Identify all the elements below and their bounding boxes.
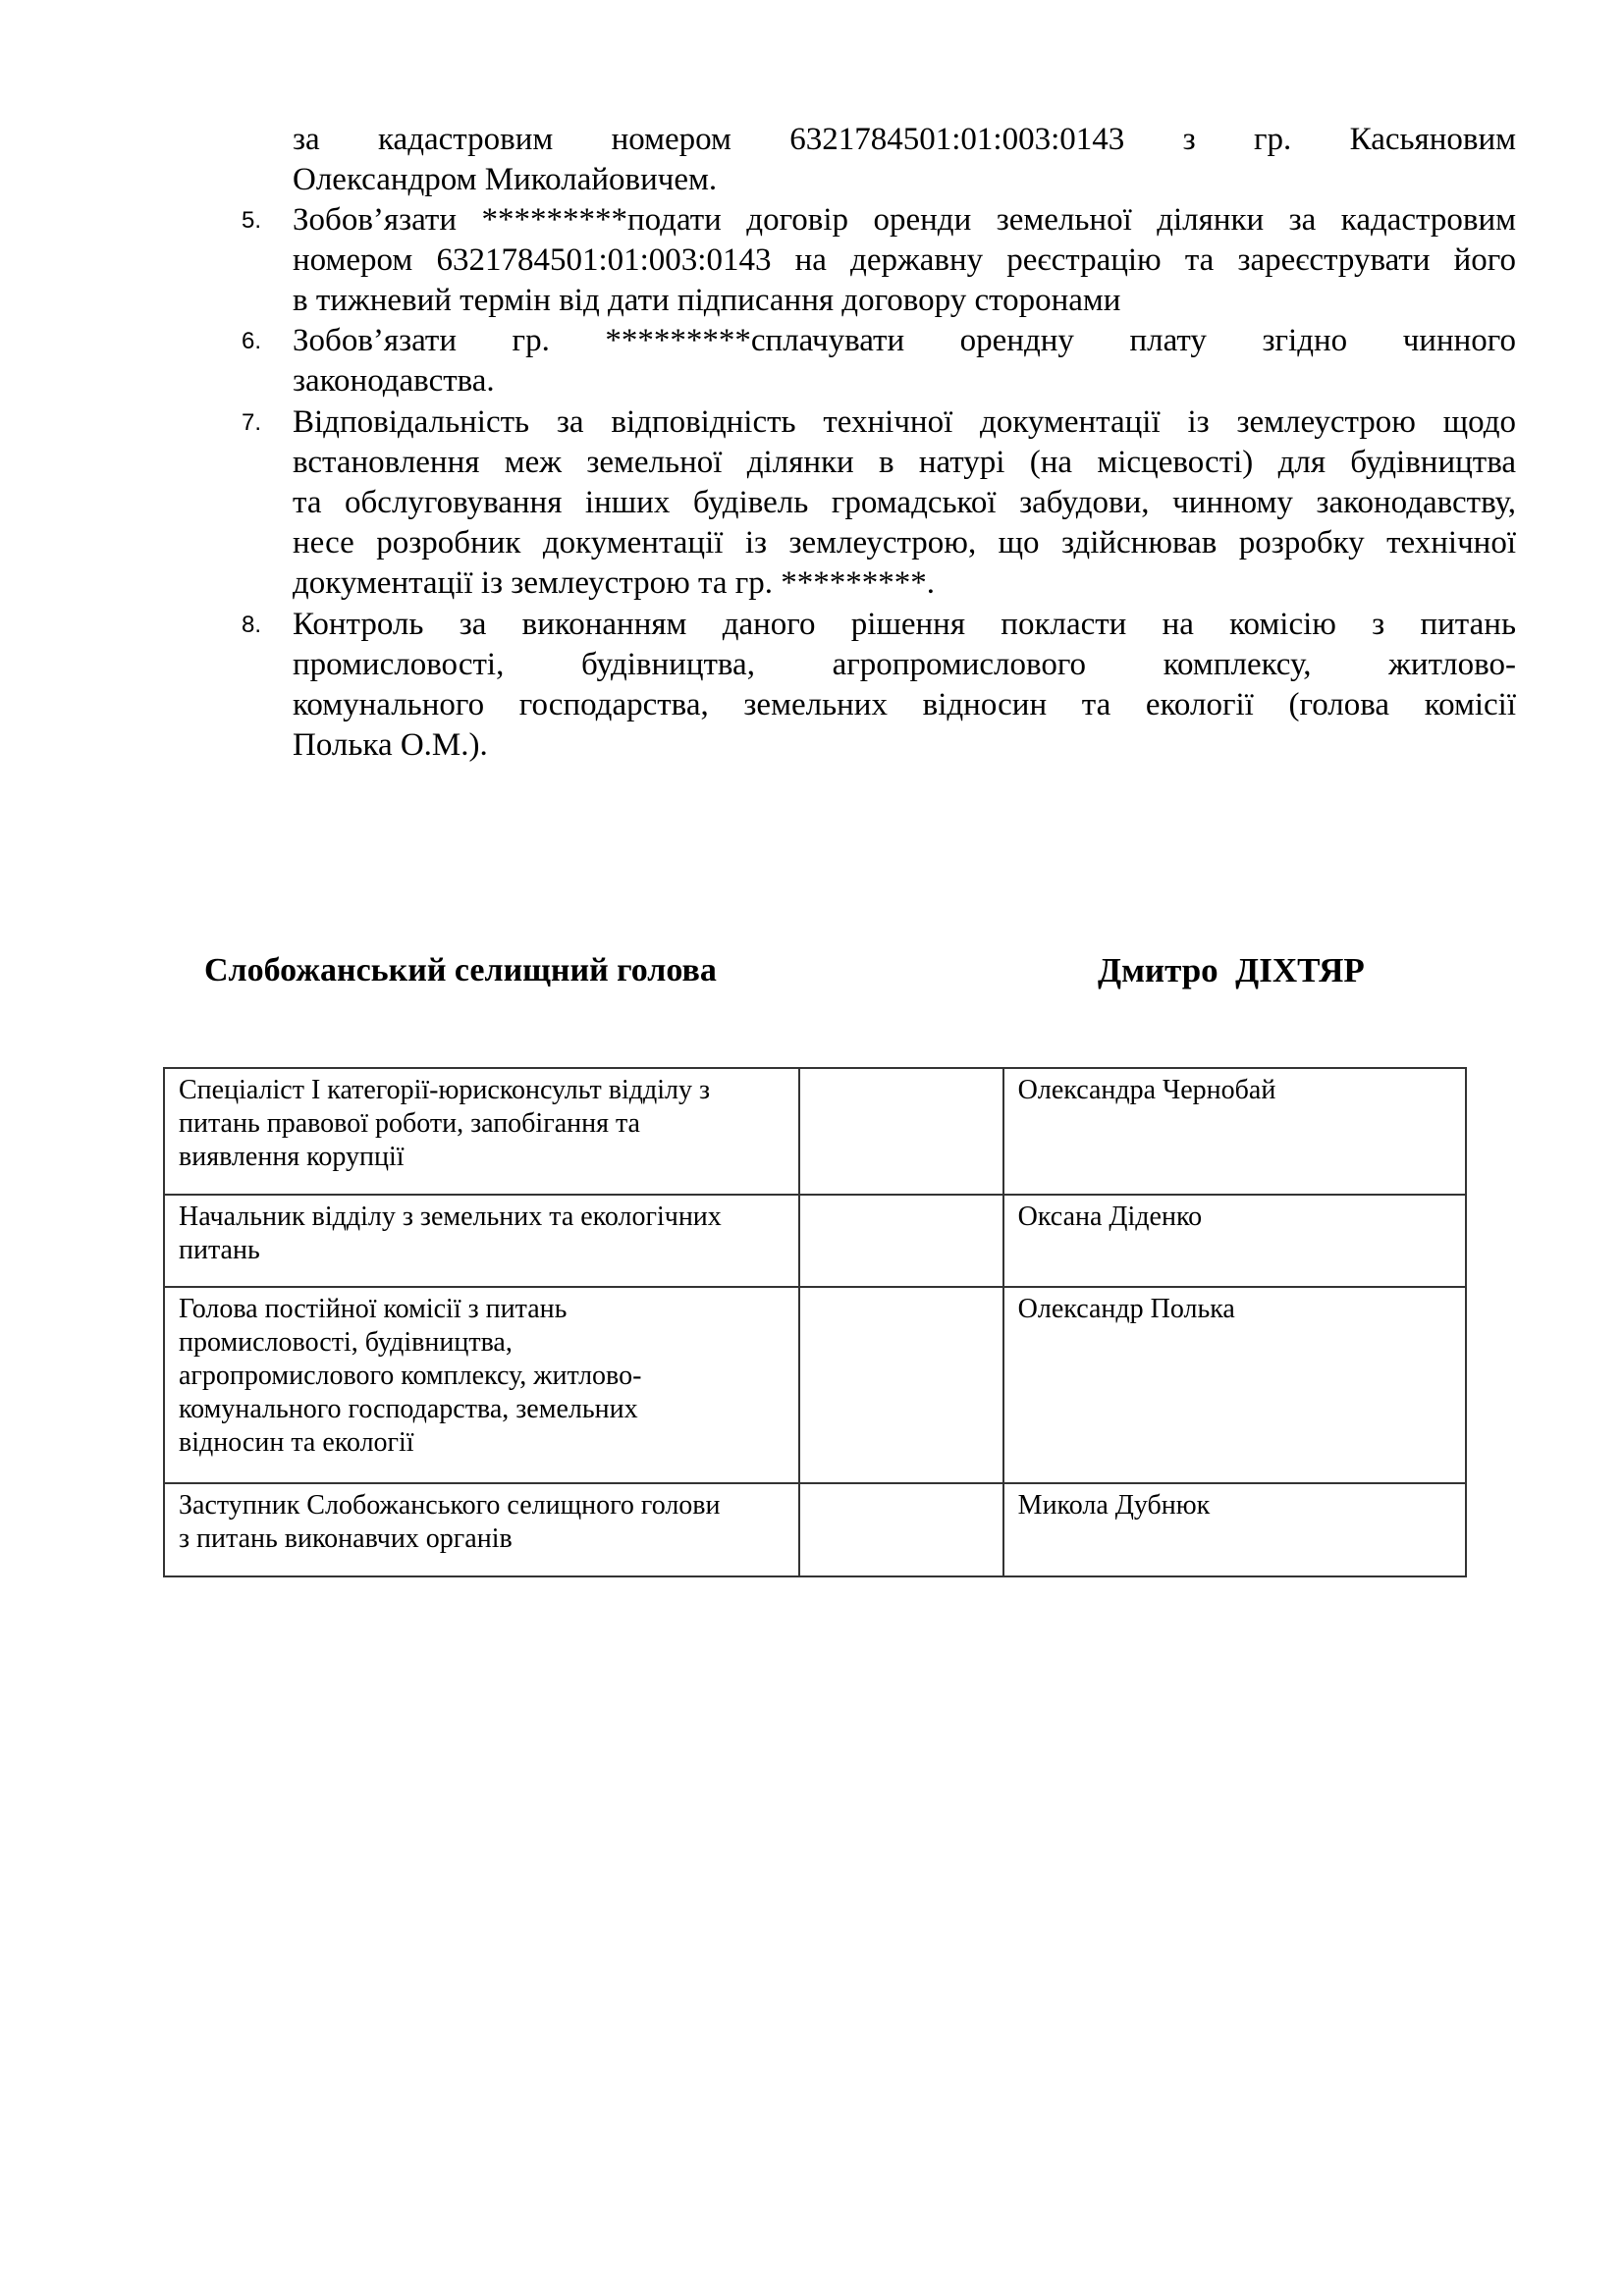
- table-row: [164, 1483, 1466, 1576]
- approver-position: [164, 1483, 799, 1576]
- signatory-position: Слобожанський селищний голова: [204, 952, 717, 988]
- list-item-line: документації із землеустрою та гр. *********.: [293, 565, 936, 601]
- table-row: [164, 1287, 1466, 1483]
- approver-signature-cell: [799, 1068, 1003, 1195]
- list-item-line: несе розробник документації із землеустрою, що здійснював розробку технічної: [293, 525, 1516, 561]
- list-item-number: 5.: [242, 207, 262, 234]
- list-item-line: Полька О.М.).: [293, 727, 488, 763]
- approver-position-line: з питань виконавчих органів: [179, 1523, 513, 1554]
- approver-position-line: комунального господарства, земельних: [179, 1394, 638, 1424]
- approver-position: [164, 1068, 799, 1195]
- continuation-line: за кадастровим номером 6321784501:01:003:0143 з гр. Касьяновим: [293, 122, 1516, 157]
- approver-position-line: Голова постійної комісії з питань: [179, 1294, 568, 1324]
- approver-position: [164, 1287, 799, 1483]
- approver-position-line: Начальник відділу з земельних та екологічних: [179, 1201, 722, 1232]
- list-item-line: номером 6321784501:01:003:0143 на державну реєстрацію та зареєструвати його: [293, 242, 1516, 278]
- approvals-table: [163, 1067, 1467, 1577]
- list-item-line: Відповідальність за відповідність технічної документації із землеустрою щодо: [293, 404, 1516, 440]
- approver-name: Олександра Чернобай: [1003, 1068, 1466, 1195]
- list-item-number: 8.: [242, 612, 262, 638]
- continuation-line: Олександром Миколайовичем.: [293, 162, 718, 197]
- list-item-line: Зобов’язати гр. *********сплачувати орендну плату згідно чинного: [293, 323, 1516, 358]
- item-4-continuation: [293, 120, 1516, 200]
- list-item-text: [293, 321, 1516, 401]
- signatory-name: Дмитро ДІХТЯР: [1098, 951, 1365, 989]
- table-row: [164, 1195, 1466, 1287]
- list-item-number: 6.: [242, 328, 262, 354]
- approver-position-line: питань правової роботи, запобігання та: [179, 1108, 640, 1139]
- table-row: [164, 1068, 1466, 1195]
- list-item-line: законодавства.: [293, 363, 495, 399]
- approver-position-line: Заступник Слобожанського селищного голови: [179, 1490, 721, 1521]
- list-item-text: [293, 605, 1516, 766]
- approver-position-line: відносин та екології: [179, 1427, 414, 1458]
- list-item-line: Зобов’язати *********подати договір оренди земельної ділянки за кадастровим: [293, 202, 1516, 238]
- approver-position-line: Спеціаліст І категорії-юрисконсульт відділу з: [179, 1075, 711, 1105]
- approver-name: Микола Дубнюк: [1003, 1483, 1466, 1576]
- list-item-line: встановлення меж земельної ділянки в натурі (на місцевості) для будівництва: [293, 445, 1516, 480]
- approver-name: Оксана Діденко: [1003, 1195, 1466, 1287]
- approver-position-line: агропромислового комплексу, житлово-: [179, 1361, 642, 1391]
- approver-position-line: виявлення корупції: [179, 1142, 405, 1172]
- list-item-text: [293, 200, 1516, 321]
- approver-position-line: промисловості, будівництва,: [179, 1327, 513, 1358]
- list-item-line: в тижневий термін від дати підписання договору сторонами: [293, 283, 1121, 318]
- approver-position-line: питань: [179, 1235, 260, 1265]
- approver-signature-cell: [799, 1195, 1003, 1287]
- list-item-line: та обслуговування інших будівель громадської забудови, чинному законодавству,: [293, 485, 1516, 520]
- approver-signature-cell: [799, 1287, 1003, 1483]
- approver-name: Олександр Полька: [1003, 1287, 1466, 1483]
- list-item-number: 7.: [242, 409, 262, 436]
- list-item-text: [293, 402, 1516, 604]
- approver-signature-cell: [799, 1483, 1003, 1576]
- list-item-line: Контроль за виконанням даного рішення покласти на комісію з питань: [293, 607, 1516, 642]
- list-item-line: промисловості, будівництва, агропромислового комплексу, житлово-: [293, 647, 1516, 682]
- approver-position: [164, 1195, 799, 1287]
- list-item-line: комунального господарства, земельних відносин та екології (голова комісії: [293, 687, 1516, 722]
